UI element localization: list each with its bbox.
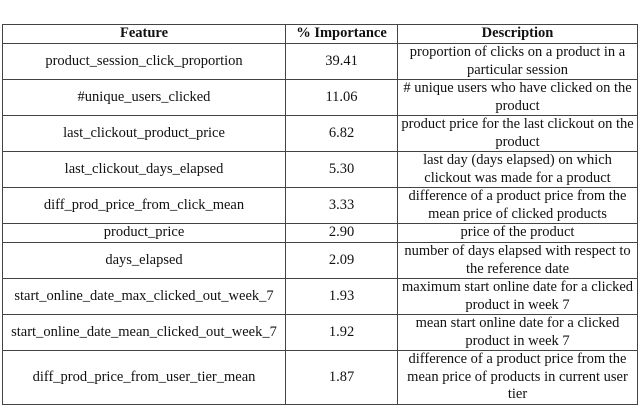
table-row <box>3 80 638 116</box>
cell-feature: last_clickout_product_price <box>3 116 286 152</box>
header-importance: % Importance <box>286 25 398 44</box>
table-row <box>3 44 638 80</box>
cell-feature: diff_prod_price_from_click_mean <box>3 188 286 224</box>
cell-importance: 6.82 <box>286 116 398 152</box>
header-description: Description <box>398 25 638 44</box>
cell-description: maximum start online date for a clicked product in week 7 <box>398 279 638 315</box>
cell-feature: start_online_date_mean_clicked_out_week_7 <box>3 315 286 351</box>
cell-importance: 1.92 <box>286 315 398 351</box>
cell-importance: 2.09 <box>286 243 398 279</box>
cell-description: number of days elapsed with respect to the reference date <box>398 243 638 279</box>
cell-feature: #unique_users_clicked <box>3 80 286 116</box>
cell-description: difference of a product price from the mean price of clicked products <box>398 188 638 224</box>
cell-importance: 1.87 <box>286 351 398 405</box>
cell-feature: days_elapsed <box>3 243 286 279</box>
cell-description: mean start online date for a clicked product in week 7 <box>398 315 638 351</box>
cell-feature: last_clickout_days_elapsed <box>3 152 286 188</box>
table-row <box>3 152 638 188</box>
cell-importance: 2.90 <box>286 224 398 243</box>
table-row <box>3 351 638 405</box>
feature-importance-table <box>2 24 638 405</box>
table-row <box>3 224 638 243</box>
cell-description: proportion of clicks on a product in a particular session <box>398 44 638 80</box>
cell-feature: diff_prod_price_from_user_tier_mean <box>3 351 286 405</box>
header-row <box>3 25 638 44</box>
cell-description: product price for the last clickout on the product <box>398 116 638 152</box>
cell-feature: start_online_date_max_clicked_out_week_7 <box>3 279 286 315</box>
cell-importance: 11.06 <box>286 80 398 116</box>
cell-description: last day (days elapsed) on which clickout was made for a product <box>398 152 638 188</box>
cell-description: price of the product <box>398 224 638 243</box>
cell-importance: 1.93 <box>286 279 398 315</box>
cell-description: difference of a product price from the mean price of products in current user tier <box>398 351 638 405</box>
table-row <box>3 243 638 279</box>
cell-importance: 39.41 <box>286 44 398 80</box>
cell-importance: 3.33 <box>286 188 398 224</box>
header-feature: Feature <box>3 25 286 44</box>
cell-description: # unique users who have clicked on the product <box>398 80 638 116</box>
table-row <box>3 279 638 315</box>
cell-feature: product_session_click_proportion <box>3 44 286 80</box>
table-row <box>3 116 638 152</box>
table-row <box>3 188 638 224</box>
cell-importance: 5.30 <box>286 152 398 188</box>
cell-feature: product_price <box>3 224 286 243</box>
table-row <box>3 315 638 351</box>
